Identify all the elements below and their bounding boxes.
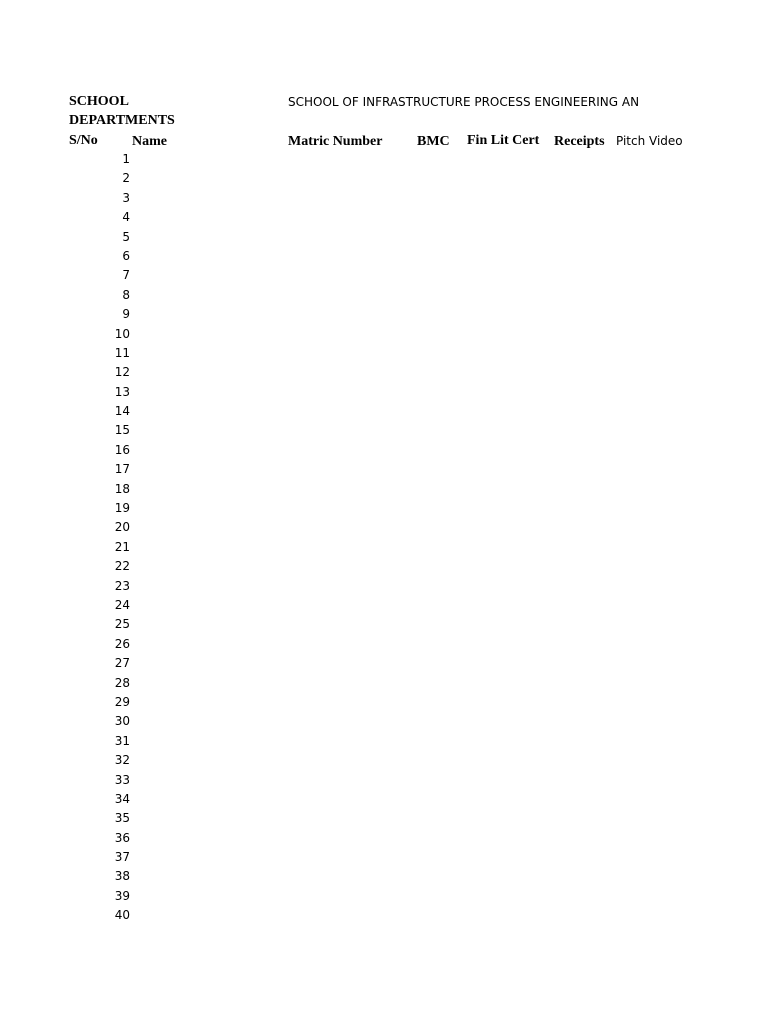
serial-number-cell: 27	[114, 656, 130, 671]
serial-number-cell: 39	[114, 888, 130, 903]
serial-number-list	[90, 150, 130, 926]
departments-label: DEPARTMENTS	[69, 113, 175, 128]
serial-number-cell: 33	[114, 772, 130, 787]
serial-number-cell: 10	[114, 326, 130, 341]
serial-number-cell: 28	[114, 675, 130, 690]
serial-number-cell: 1	[122, 152, 130, 166]
serial-number-cell: 23	[114, 578, 130, 593]
serial-number-cell: 40	[114, 908, 130, 923]
column-header-name: Name	[132, 134, 167, 149]
serial-number-cell: 3	[122, 190, 130, 205]
serial-number-cell: 22	[114, 559, 130, 574]
serial-number-cell: 32	[114, 753, 130, 768]
serial-number-cell: 8	[122, 287, 130, 302]
serial-number-cell: 30	[114, 714, 130, 729]
column-header-receipts: Receipts	[554, 134, 605, 149]
serial-number-cell: 21	[114, 539, 130, 554]
serial-number-cell: 4	[122, 210, 130, 225]
serial-number-cell: 17	[114, 462, 130, 477]
serial-number-cell: 2	[122, 171, 130, 186]
school-name: SCHOOL OF INFRASTRUCTURE PROCESS ENGINEERING AN	[288, 95, 640, 109]
serial-number-cell: 9	[122, 307, 130, 322]
serial-number-cell: 31	[114, 733, 130, 748]
serial-number-cell: 26	[114, 636, 130, 651]
school-label: SCHOOL	[69, 94, 129, 109]
serial-number-cell: 25	[114, 617, 130, 632]
serial-number-cell: 11	[114, 345, 130, 360]
column-header-fin-lit-cert: Fin Lit Cert	[467, 133, 540, 148]
serial-number-cell: 38	[114, 869, 130, 884]
serial-number-cell: 12	[114, 365, 130, 380]
column-header-bmc: BMC	[417, 134, 450, 149]
serial-number-cell: 19	[114, 501, 130, 516]
serial-number-cell: 6	[122, 248, 130, 263]
serial-number-cell: 5	[122, 229, 130, 244]
serial-number-cell: 35	[114, 811, 130, 826]
serial-number-cell: 24	[114, 597, 130, 612]
column-header-matric-number: Matric Number	[288, 134, 383, 149]
column-header-pitch-video: Pitch Video	[616, 134, 683, 148]
serial-number-cell: 13	[114, 384, 130, 399]
serial-number-cell: 7	[122, 268, 130, 283]
serial-number-cell: 16	[114, 442, 130, 457]
serial-number-cell: 15	[114, 423, 130, 438]
serial-number-cell: 34	[114, 791, 130, 806]
serial-number-cell: 37	[114, 850, 130, 865]
column-header-sno: S/No	[69, 133, 98, 148]
serial-number-cell: 29	[114, 694, 130, 709]
serial-number-cell: 14	[114, 404, 130, 419]
serial-number-cell: 20	[114, 520, 130, 535]
serial-number-cell: 18	[114, 481, 130, 496]
serial-number-cell: 36	[114, 830, 130, 845]
